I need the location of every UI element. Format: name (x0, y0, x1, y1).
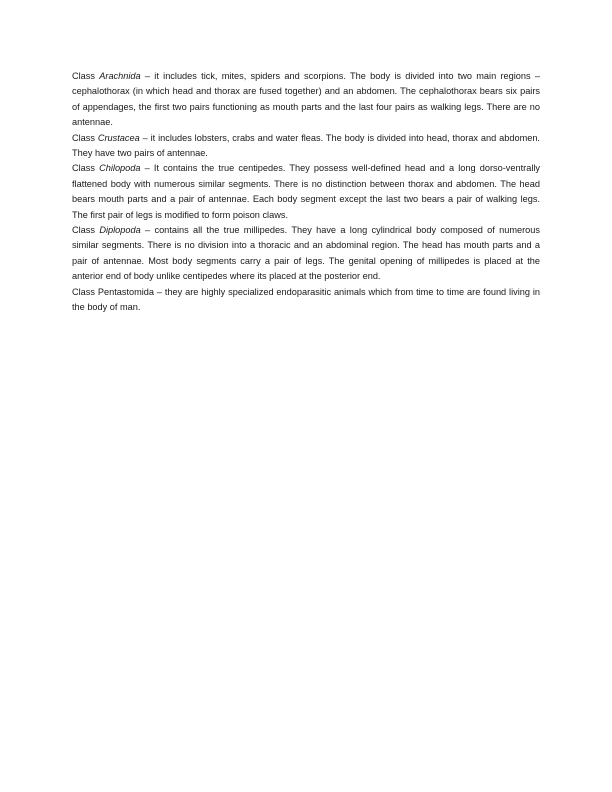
paragraph-diplopoda (72, 223, 540, 285)
class-name-chilopoda: Chilopoda (99, 163, 141, 174)
class-name-arachnida: Arachnida (99, 71, 141, 81)
class-description: – it includes lobsters, crabs and water fleas. The body is divided into head, thorax and abdomen. They have two pairs of antennae. (72, 132, 540, 159)
class-name-diplopoda: Diplopoda (99, 225, 141, 236)
class-prefix: Class (72, 132, 98, 143)
class-name-crustacea: Crustacea (97, 132, 140, 143)
class-description: – It contains the true centipedes. They possess well-defined head and a long dorso-ventrally flattened body with numerous similar segments. There is no distinction between thorax and abdomen. The head bears mouth parts and a pair of antennae. Each body segment except the last two bears a pair of walking legs. The first pair of legs is modified to form poison claws. (72, 163, 540, 220)
class-name-pentastomida: Pentastomida (97, 286, 155, 297)
paragraph-arachnida (72, 69, 540, 131)
paragraph-chilopoda (72, 161, 540, 223)
class-prefix: Class (72, 286, 98, 297)
class-description: – they are highly specialized endoparasitic animals which from time to time are found living in the body of man. (72, 286, 540, 313)
class-prefix: Class (72, 225, 100, 236)
class-prefix: Class (72, 163, 100, 174)
document-body (72, 69, 540, 316)
paragraph-crustacea (72, 131, 540, 162)
class-prefix: Class (72, 71, 100, 81)
class-description: – it includes tick, mites, spiders and scorpions. The body is divided into two main regions – cephalothorax (in which head and thorax are fused together) and an abdomen. The cephalothorax bears six pairs of appendages, the first two pairs functioning as mouth parts and the last four pairs as walking legs. There are no antennae. (72, 71, 540, 128)
class-description: – contains all the true millipedes. They have a long cylindrical body composed of numerous similar segments. There is no division into a thoracic and an abdominal region. The head has mouth parts and a pair of antennae. Most body segments carry a pair of legs. The genital opening of millipedes is placed at the anterior end of body unlike centipedes where its placed at the posterior end. (72, 225, 540, 282)
paragraph-pentastomida (72, 285, 540, 316)
